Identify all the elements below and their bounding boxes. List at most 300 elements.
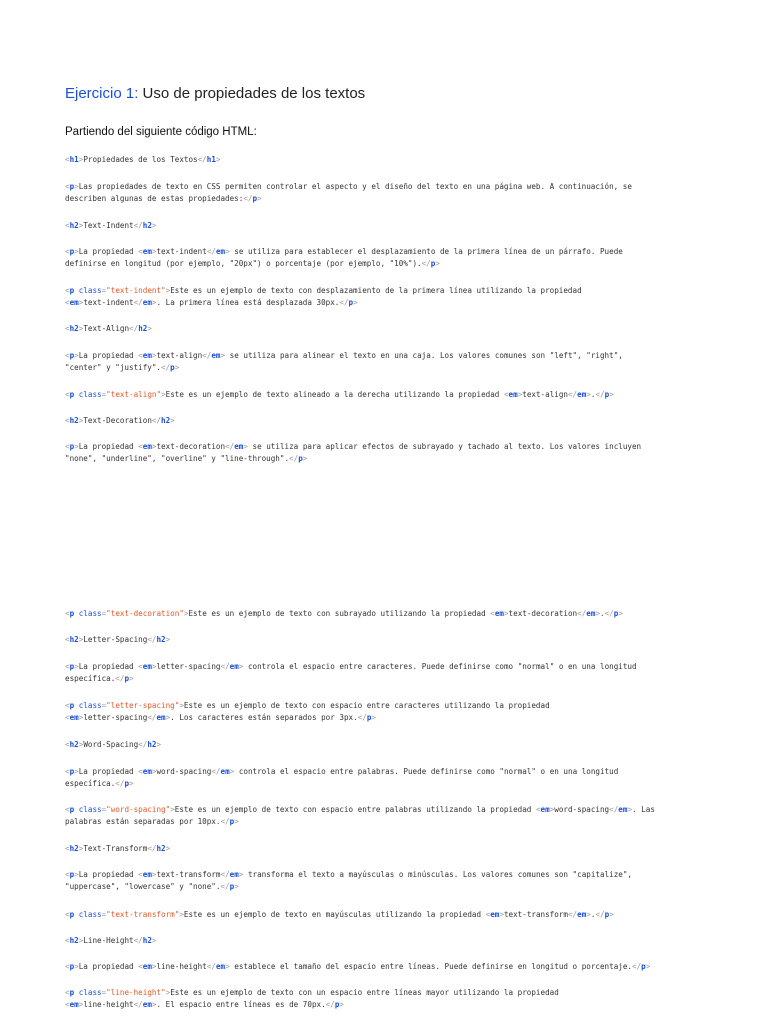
tag-bracket: > — [74, 442, 79, 451]
code-text: transforma el texto a mayúsculas o minúsculas. Los valores comunes son "capitalize", — [243, 870, 632, 879]
code-line — [65, 258, 705, 270]
code-line — [65, 712, 705, 724]
tag-bracket: > — [78, 635, 84, 644]
tag-name: em — [142, 442, 152, 451]
tag-name: em — [142, 351, 152, 360]
tag-bracket: > — [78, 844, 84, 853]
code-text: Este es un ejemplo de texto con un espacio entre líneas mayor utilizando la propiedad — [170, 988, 559, 997]
tag-name: h2 — [69, 740, 79, 749]
tag-name: p — [604, 910, 610, 919]
code-text: letter-spacing — [156, 662, 221, 671]
tag-name: em — [142, 870, 152, 879]
attribute-name: class — [78, 701, 102, 710]
tag-bracket: </ — [220, 662, 230, 671]
attribute-value: "text-align" — [106, 390, 162, 399]
tag-bracket: < — [65, 182, 70, 191]
code-block — [65, 608, 705, 620]
tag-name: em — [494, 609, 504, 618]
tag-bracket: > — [151, 999, 157, 1009]
code-text: text-transform — [156, 870, 221, 879]
tag-bracket: > — [165, 712, 171, 722]
tag-bracket: </ — [147, 712, 157, 722]
code-text: específica. — [65, 673, 116, 683]
tag-bracket: < — [65, 988, 70, 997]
tag-bracket: < — [65, 351, 70, 360]
code-line — [65, 323, 705, 335]
attribute-name: class — [78, 805, 102, 814]
code-text: "uppercase", "lowercase" y "none". — [65, 881, 221, 891]
code-block — [65, 220, 705, 232]
tag-bracket: > — [78, 297, 84, 307]
code-text: word-spacing — [156, 767, 212, 776]
tag-bracket: > — [339, 999, 344, 1009]
code-text: Text-Transform — [83, 844, 148, 853]
tag-name: p — [69, 701, 75, 710]
tag-bracket: > — [78, 221, 84, 230]
tag-name: h2 — [161, 416, 171, 425]
tag-bracket: < — [65, 221, 70, 230]
tag-name: p — [69, 910, 75, 919]
code-text: La propiedad — [78, 962, 139, 971]
attribute-value: "text-transform" — [106, 910, 180, 919]
attribute-equals: = — [101, 609, 107, 618]
tag-name: h2 — [69, 936, 79, 945]
tag-name: h2 — [147, 740, 157, 749]
tag-bracket: > — [78, 740, 84, 749]
code-block — [65, 987, 705, 1010]
code-line — [65, 778, 705, 790]
tag-name: em — [215, 962, 226, 971]
attribute-value: "line-height" — [106, 988, 166, 997]
tag-bracket: </ — [206, 962, 216, 971]
code-block — [65, 415, 705, 427]
code-text: Este es un ejemplo de texto con espacio entre palabras utilizando la propiedad — [174, 805, 536, 814]
tag-bracket: > — [74, 870, 79, 879]
tag-bracket: > — [165, 635, 171, 644]
tag-bracket: </ — [220, 870, 230, 879]
tag-name: em — [215, 247, 226, 256]
attribute-name: class — [78, 390, 102, 399]
code-text: text-decoration — [508, 609, 578, 618]
tag-bracket: </ — [115, 778, 125, 788]
code-line — [65, 193, 705, 205]
attribute-equals: = — [101, 910, 107, 919]
tag-name: p — [229, 881, 235, 891]
code-line — [65, 935, 705, 947]
tag-bracket: > — [165, 844, 171, 853]
tag-bracket: < — [65, 740, 70, 749]
attribute-equals: = — [101, 805, 107, 814]
code-text: Este es un ejemplo de texto con subrayado utilizando la propiedad — [188, 609, 491, 618]
tag-name: p — [69, 609, 75, 618]
code-line — [65, 389, 705, 401]
code-text: La propiedad — [78, 662, 139, 671]
tag-bracket: < — [65, 286, 70, 295]
tag-name: p — [252, 193, 258, 203]
tag-bracket: > — [499, 910, 504, 919]
code-text: Este es un ejemplo de texto con desplazamiento de la primera línea utilizando la propiedad — [170, 286, 582, 295]
code-line — [65, 608, 705, 620]
tag-name: h2 — [142, 221, 152, 230]
tag-bracket: > — [74, 182, 79, 191]
tag-name: h2 — [142, 936, 152, 945]
code-text: . El espacio entre líneas es de 70px. — [156, 999, 326, 1009]
code-text: Este es un ejemplo de texto en mayúsculas utilizando la propiedad — [183, 910, 486, 919]
tag-bracket: > — [229, 767, 235, 776]
code-line — [65, 881, 705, 893]
tag-bracket: > — [78, 999, 84, 1009]
tag-bracket: < — [65, 910, 70, 919]
code-block — [65, 843, 705, 855]
tag-bracket: > — [78, 155, 84, 164]
tag-name: p — [298, 453, 303, 463]
code-text: Propiedades de los Textos — [83, 155, 198, 164]
attribute-equals: = — [101, 286, 107, 295]
tag-bracket: </ — [161, 362, 171, 372]
tag-bracket: < — [503, 390, 509, 399]
tag-name: em — [142, 297, 152, 307]
code-block — [65, 661, 705, 684]
code-line — [65, 843, 705, 855]
tag-name: em — [577, 910, 587, 919]
tag-bracket: < — [65, 767, 70, 776]
tag-name: p — [348, 297, 354, 307]
tag-bracket: </ — [595, 910, 605, 919]
code-text: Text-Align — [83, 324, 130, 333]
code-block — [65, 323, 705, 335]
tag-name: em — [142, 999, 152, 1009]
tag-name: p — [69, 442, 75, 451]
tag-bracket: </ — [151, 416, 162, 425]
tag-bracket: < — [65, 442, 70, 451]
tag-bracket: < — [65, 416, 70, 425]
attribute-name: class — [78, 286, 102, 295]
tag-name: em — [229, 662, 239, 671]
code-text: La propiedad — [78, 870, 139, 879]
code-text: La propiedad — [78, 442, 139, 451]
code-block — [65, 909, 705, 921]
tag-name: p — [641, 962, 646, 971]
attribute-name: class — [78, 910, 102, 919]
tag-bracket: < — [65, 844, 70, 853]
code-text: Este es un ejemplo de texto con espacio entre caracteres utilizando la propiedad — [183, 701, 550, 710]
code-line — [65, 804, 705, 816]
tag-bracket: </ — [138, 740, 148, 749]
code-text: Word-Spacing — [83, 740, 139, 749]
tag-bracket: > — [151, 247, 157, 256]
tag-name: em — [142, 767, 152, 776]
tag-bracket: </ — [206, 247, 216, 256]
tag-name: em — [577, 390, 587, 399]
tag-bracket: > — [78, 712, 84, 722]
tag-bracket: < — [65, 247, 70, 256]
code-text: text-decoration — [156, 442, 226, 451]
tag-bracket: > — [151, 767, 157, 776]
tag-bracket: > — [151, 662, 157, 671]
code-line — [65, 816, 705, 828]
tag-bracket: </ — [567, 390, 578, 399]
code-text: La propiedad — [78, 351, 139, 360]
tag-name: h2 — [156, 635, 166, 644]
tag-name: p — [430, 258, 436, 268]
code-text: Las propiedades de texto en CSS permiten controlar el aspecto y el diseño del texto en una página web. A continuación, se — [78, 182, 632, 191]
tag-name: h2 — [69, 416, 79, 425]
tag-bracket: > — [225, 247, 230, 256]
tag-name: em — [69, 297, 79, 307]
tag-bracket: < — [65, 609, 70, 618]
tag-name: em — [508, 390, 518, 399]
tag-bracket: > — [151, 962, 157, 971]
tag-bracket: </ — [133, 297, 143, 307]
tag-name: p — [613, 609, 619, 618]
code-line — [65, 766, 705, 778]
tag-name: em — [220, 767, 230, 776]
code-text: text-indent — [83, 297, 134, 307]
code-line — [65, 634, 705, 646]
tag-bracket: > — [238, 662, 244, 671]
attribute-equals: = — [101, 701, 107, 710]
tag-name: p — [69, 390, 75, 399]
attribute-value: "word-spacing" — [106, 805, 171, 814]
tag-name: p — [69, 182, 75, 191]
code-block — [65, 634, 705, 646]
code-text: controla el espacio entre palabras. Puede definirse como "normal" o en una longitud — [234, 767, 619, 776]
code-text: Text-Decoration — [83, 416, 152, 425]
tag-bracket: </ — [147, 635, 157, 644]
code-line — [65, 987, 705, 999]
code-text: Letter-Spacing — [83, 635, 148, 644]
tag-name: p — [69, 662, 75, 671]
attribute-value: "letter-spacing" — [106, 701, 180, 710]
tag-name: p — [69, 351, 75, 360]
tag-bracket: > — [234, 816, 239, 826]
tag-bracket: > — [151, 442, 157, 451]
tag-bracket: > — [179, 701, 184, 710]
tag-bracket: > — [257, 193, 262, 203]
tag-name: em — [211, 351, 221, 360]
tag-bracket: < — [65, 870, 70, 879]
code-text: line-height — [83, 999, 134, 1009]
attribute-name: class — [78, 609, 102, 618]
tag-name: h2 — [69, 221, 79, 230]
code-block — [65, 935, 705, 947]
tag-bracket: < — [65, 324, 70, 333]
code-text: word-spacing — [554, 805, 610, 814]
tag-bracket: </ — [421, 258, 431, 268]
tag-bracket: </ — [220, 816, 230, 826]
code-line — [65, 700, 705, 712]
tag-bracket: > — [243, 442, 248, 451]
tag-name: em — [142, 247, 152, 256]
tag-bracket: < — [65, 635, 70, 644]
attribute-equals: = — [101, 988, 107, 997]
tag-name: p — [69, 767, 75, 776]
tag-bracket: </ — [632, 962, 642, 971]
tag-name: h1 — [206, 155, 216, 164]
code-text: se utiliza para alinear el texto en una caja. Los valores comunes son "left", "right", — [225, 351, 623, 360]
tag-name: em — [586, 609, 596, 618]
tag-bracket: < — [490, 609, 495, 618]
tag-bracket: </ — [202, 351, 212, 360]
code-line — [65, 673, 705, 685]
code-block — [65, 804, 705, 827]
attribute-value: "text-decoration" — [106, 609, 184, 618]
tag-bracket: > — [517, 390, 523, 399]
code-text: definirse en longitud (por ejemplo, "20px") o porcentaje (por ejemplo, "10%"). — [65, 258, 422, 268]
code-block — [65, 181, 705, 204]
tag-bracket: > — [74, 247, 79, 256]
code-line — [65, 999, 705, 1011]
code-text: La propiedad — [78, 767, 139, 776]
code-block — [65, 766, 705, 789]
tag-name: p — [69, 988, 75, 997]
tag-bracket: > — [435, 258, 440, 268]
tag-bracket: </ — [595, 390, 605, 399]
tag-bracket: > — [74, 351, 79, 360]
tag-name: h2 — [69, 844, 79, 853]
tag-name: em — [69, 999, 79, 1009]
tag-name: h1 — [69, 155, 79, 164]
tag-bracket: </ — [577, 609, 587, 618]
code-text: La propiedad — [78, 247, 139, 256]
code-line — [65, 453, 705, 465]
tag-name: em — [69, 712, 79, 722]
tag-bracket: > — [78, 936, 84, 945]
tag-bracket: > — [179, 910, 184, 919]
tag-bracket: </ — [225, 442, 235, 451]
code-line — [65, 415, 705, 427]
code-text: Este es un ejemplo de texto alineado a la derecha utilizando la propiedad — [165, 390, 504, 399]
tag-name: p — [69, 247, 75, 256]
tag-bracket: </ — [197, 155, 207, 164]
tag-name: em — [156, 712, 166, 722]
code-block — [65, 350, 705, 373]
tag-bracket: > — [156, 740, 162, 749]
tag-name: p — [604, 390, 610, 399]
tag-bracket: < — [65, 712, 70, 722]
tag-name: p — [124, 778, 130, 788]
code-block — [65, 739, 705, 751]
tag-bracket: > — [220, 351, 226, 360]
tag-bracket: > — [170, 805, 175, 814]
tag-bracket: < — [535, 805, 541, 814]
tag-bracket: < — [138, 442, 143, 451]
code-text: se utiliza para aplicar efectos de subrayado y tachado al texto. Los valores incluyen — [247, 442, 642, 451]
tag-bracket: > — [151, 870, 157, 879]
tag-bracket: > — [151, 936, 157, 945]
code-text: text-transform — [503, 910, 568, 919]
code-text: line-height — [156, 962, 207, 971]
code-text: . — [590, 390, 596, 399]
exercise-title: Uso de propiedades de los textos — [142, 85, 366, 102]
tag-name: p — [69, 805, 75, 814]
code-line — [65, 246, 705, 258]
tag-bracket: > — [609, 910, 614, 919]
code-line — [65, 350, 705, 362]
tag-bracket: > — [645, 962, 651, 971]
tag-bracket: > — [238, 870, 244, 879]
tag-name: em — [490, 910, 500, 919]
tag-bracket: > — [151, 221, 157, 230]
tag-bracket: < — [138, 962, 143, 971]
code-text: palabras están separadas por 10px. — [65, 816, 221, 826]
tag-bracket: </ — [115, 673, 125, 683]
tag-bracket: > — [353, 297, 358, 307]
tag-bracket: > — [74, 662, 79, 671]
attribute-equals: = — [101, 390, 107, 399]
tag-bracket: > — [74, 767, 79, 776]
tag-name: em — [618, 805, 628, 814]
code-line — [65, 869, 705, 881]
code-line — [65, 739, 705, 751]
tag-bracket: < — [65, 962, 70, 971]
tag-bracket: < — [65, 155, 70, 164]
tag-bracket: > — [586, 910, 591, 919]
code-line — [65, 362, 705, 374]
tag-name: p — [124, 673, 130, 683]
tag-bracket: < — [65, 297, 70, 307]
code-block — [65, 285, 705, 308]
tag-bracket: </ — [289, 453, 299, 463]
code-text: se utiliza para establecer el desplazamiento de la primera línea de un párrafo. Puede — [229, 247, 623, 256]
code-block — [65, 961, 705, 973]
tag-bracket: > — [618, 609, 623, 618]
code-line — [65, 154, 705, 166]
tag-bracket: > — [586, 390, 591, 399]
exercise-label: Ejercicio 1: — [65, 85, 139, 102]
tag-name: p — [69, 962, 75, 971]
tag-bracket: < — [65, 936, 70, 945]
tag-bracket: > — [129, 673, 134, 683]
code-block — [65, 389, 705, 401]
tag-bracket: </ — [133, 999, 143, 1009]
tag-bracket: > — [147, 324, 152, 333]
code-line — [65, 220, 705, 232]
tag-bracket: </ — [567, 910, 578, 919]
tag-bracket: < — [65, 701, 70, 710]
tag-bracket: > — [161, 390, 166, 399]
tag-bracket: < — [485, 910, 491, 919]
tag-name: p — [366, 712, 372, 722]
code-text: describen algunas de estas propiedades: — [65, 193, 244, 203]
tag-bracket: > — [165, 988, 171, 997]
code-text: Line-Height — [83, 936, 134, 945]
code-line — [65, 441, 705, 453]
tag-bracket: </ — [357, 712, 367, 722]
code-text: letter-spacing — [83, 712, 148, 722]
intro-text: Partiendo del siguiente código HTML: — [65, 126, 257, 138]
tag-bracket: </ — [609, 805, 619, 814]
tag-bracket: </ — [325, 999, 335, 1009]
tag-bracket: </ — [133, 221, 143, 230]
code-text: Text-Indent — [83, 221, 134, 230]
tag-bracket: > — [78, 416, 84, 425]
code-text: controla el espacio entre caracteres. Puede definirse como "normal" o en una longitud — [243, 662, 637, 671]
tag-name: em — [229, 870, 239, 879]
code-text: "center" y "justify". — [65, 362, 162, 372]
code-line — [65, 661, 705, 673]
tag-bracket: > — [609, 390, 614, 399]
tag-bracket: < — [138, 870, 143, 879]
tag-bracket: < — [65, 999, 70, 1009]
tag-bracket: < — [65, 390, 70, 399]
code-text: . — [590, 910, 596, 919]
tag-bracket: > — [165, 286, 171, 295]
code-text: . La primera línea está desplazada 30px. — [156, 297, 340, 307]
tag-bracket: > — [549, 805, 555, 814]
tag-bracket: > — [170, 416, 175, 425]
tag-name: em — [540, 805, 550, 814]
